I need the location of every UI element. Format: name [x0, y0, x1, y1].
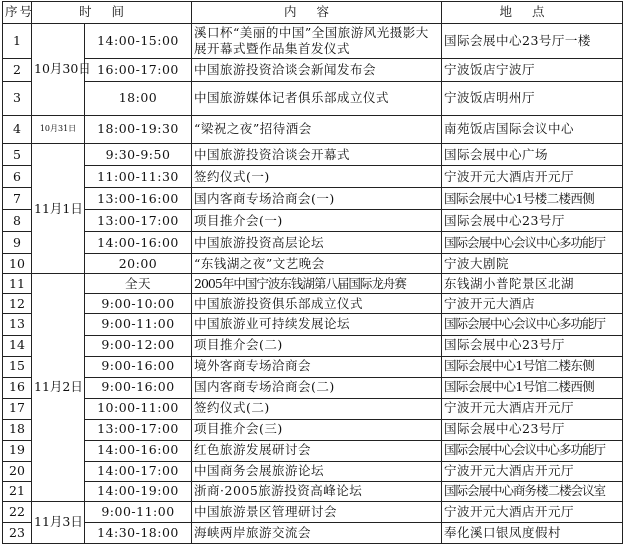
table-row	[3, 461, 623, 481]
venue-cell: 国际会展中心会议中心多功能厅	[442, 440, 623, 461]
time-cell: 13:00-16:00	[85, 188, 192, 210]
row-number: 8	[3, 210, 32, 232]
row-number: 14	[3, 335, 32, 356]
venue-cell: 宁波饭店宁波厅	[442, 59, 623, 82]
content-cell: 中国旅游媒体记者俱乐部成立仪式	[192, 82, 442, 116]
venue-cell: 国际会展中心商务楼二楼会议室	[442, 481, 623, 501]
venue-cell: 国际会展中心会议中心多功能厅	[442, 314, 623, 335]
time-cell: 13:00-17:00	[85, 210, 192, 232]
table-row	[3, 144, 623, 166]
table-row	[3, 274, 623, 294]
table-row	[3, 82, 623, 116]
row-number: 19	[3, 440, 32, 461]
table-row	[3, 440, 623, 461]
content-cell: 溪口杯“美丽的中国”全国旅游风光摄影大展开幕式暨作品集首发仪式	[192, 24, 442, 59]
row-number: 15	[3, 356, 32, 377]
header-no: 序号	[3, 2, 32, 24]
table-row	[3, 210, 623, 232]
time-cell: 9:30-9:50	[85, 144, 192, 166]
content-cell: 中国旅游业可持续发展论坛	[192, 314, 442, 335]
header-row	[3, 2, 623, 24]
table-row	[3, 166, 623, 188]
row-number: 2	[3, 59, 32, 82]
time-cell: 14:00-16:00	[85, 232, 192, 254]
content-cell: 国内客商专场洽商会(一)	[192, 188, 442, 210]
table-row	[3, 522, 623, 543]
venue-cell: 奉化溪口银凤度假村	[442, 522, 623, 543]
time-cell: 9:00-11:00	[85, 314, 192, 335]
row-number: 10	[3, 254, 32, 274]
table-row	[3, 398, 623, 419]
time-cell: 9:00-16:00	[85, 377, 192, 398]
row-number: 6	[3, 166, 32, 188]
time-cell: 14:00-15:00	[85, 24, 192, 59]
header-venue: 地点	[442, 2, 623, 24]
content-cell: 中国旅游投资俱乐部成立仪式	[192, 294, 442, 314]
content-cell: 2005年中国宁波东钱湖第八届国际龙舟赛	[192, 274, 442, 294]
table-row	[3, 501, 623, 522]
content-cell: “东钱湖之夜”文艺晚会	[192, 254, 442, 274]
content-cell: 项目推介会(三)	[192, 419, 442, 440]
row-number: 3	[3, 82, 32, 116]
time-cell: 20:00	[85, 254, 192, 274]
row-number: 13	[3, 314, 32, 335]
venue-cell: 国际会展中心会议中心多功能厅	[442, 232, 623, 254]
table-row	[3, 24, 623, 59]
content-cell: 浙商·2005旅游投资高峰论坛	[192, 481, 442, 501]
venue-cell: 宁波饭店明州厅	[442, 82, 623, 116]
venue-cell: 国际会展中心23号厅	[442, 210, 623, 232]
row-number: 17	[3, 398, 32, 419]
table-row	[3, 419, 623, 440]
date-cell: 10月30日	[32, 24, 85, 116]
venue-cell: 宁波大剧院	[442, 254, 623, 274]
table-row	[3, 188, 623, 210]
time-cell: 18:00	[85, 82, 192, 116]
row-number: 9	[3, 232, 32, 254]
date-cell: 10月31日	[32, 116, 85, 144]
table-row	[3, 481, 623, 501]
time-cell: 14:00-19:00	[85, 481, 192, 501]
row-number: 4	[3, 116, 32, 144]
content-cell: 中国旅游景区管理研讨会	[192, 501, 442, 522]
content-cell: 中国旅游投资高层论坛	[192, 232, 442, 254]
header-time: 时间	[32, 2, 192, 24]
row-number: 18	[3, 419, 32, 440]
row-number: 20	[3, 461, 32, 481]
table-row	[3, 377, 623, 398]
time-cell: 14:00-17:00	[85, 461, 192, 481]
row-number: 16	[3, 377, 32, 398]
row-number: 22	[3, 501, 32, 522]
content-cell: 中国旅游投资洽谈会新闻发布会	[192, 59, 442, 82]
row-number: 12	[3, 294, 32, 314]
content-cell: 红色旅游发展研讨会	[192, 440, 442, 461]
header-content: 内容	[192, 2, 442, 24]
content-cell: “梁祝之夜”招待酒会	[192, 116, 442, 144]
venue-cell: 东钱湖小普陀景区北湖	[442, 274, 623, 294]
content-cell: 国内客商专场洽商会(二)	[192, 377, 442, 398]
date-cell: 11月2日	[32, 274, 85, 501]
row-number: 21	[3, 481, 32, 501]
schedule-table	[2, 1, 623, 544]
time-cell: 9:00-11:00	[85, 501, 192, 522]
venue-cell: 国际会展中心广场	[442, 144, 623, 166]
table-row	[3, 335, 623, 356]
content-cell: 中国旅游投资洽谈会开幕式	[192, 144, 442, 166]
venue-cell: 国际会展中心23号厅	[442, 335, 623, 356]
venue-cell: 国际会展中心1号馆二楼西侧	[442, 377, 623, 398]
time-cell: 18:00-19:30	[85, 116, 192, 144]
time-cell: 14:30-18:00	[85, 522, 192, 543]
table-row	[3, 232, 623, 254]
time-cell: 全天	[85, 274, 192, 294]
row-number: 7	[3, 188, 32, 210]
time-cell: 13:00-17:00	[85, 419, 192, 440]
time-cell: 9:00-10:00	[85, 294, 192, 314]
row-number: 1	[3, 24, 32, 59]
time-cell: 9:00-16:00	[85, 356, 192, 377]
date-cell: 11月1日	[32, 144, 85, 274]
table-row	[3, 356, 623, 377]
time-cell: 10:00-11:00	[85, 398, 192, 419]
row-number: 23	[3, 522, 32, 543]
content-cell: 海峡两岸旅游交流会	[192, 522, 442, 543]
venue-cell: 国际会展中心1号馆二楼东侧	[442, 356, 623, 377]
table-row	[3, 254, 623, 274]
venue-cell: 国际会展中心23号厅	[442, 419, 623, 440]
time-cell: 16:00-17:00	[85, 59, 192, 82]
content-cell: 项目推介会(一)	[192, 210, 442, 232]
venue-cell: 宁波开元大酒店开元厅	[442, 166, 623, 188]
content-cell: 项目推介会(二)	[192, 335, 442, 356]
row-number: 5	[3, 144, 32, 166]
table-row	[3, 314, 623, 335]
venue-cell: 国际会展中心1号楼二楼西侧	[442, 188, 623, 210]
table-row	[3, 59, 623, 82]
content-cell: 签约仪式(二)	[192, 398, 442, 419]
venue-cell: 宁波开元大酒店	[442, 294, 623, 314]
content-cell: 签约仪式(一)	[192, 166, 442, 188]
content-cell: 中国商务会展旅游论坛	[192, 461, 442, 481]
venue-cell: 宁波开元大酒店开元厅	[442, 461, 623, 481]
venue-cell: 宁波开元大酒店开元厅	[442, 398, 623, 419]
time-cell: 11:00-11:30	[85, 166, 192, 188]
time-cell: 9:00-12:00	[85, 335, 192, 356]
time-cell: 14:00-16:00	[85, 440, 192, 461]
row-number: 11	[3, 274, 32, 294]
venue-cell: 南苑饭店国际会议中心	[442, 116, 623, 144]
venue-cell: 国际会展中心23号厅一楼	[442, 24, 623, 59]
venue-cell: 宁波开元大酒店开元厅	[442, 501, 623, 522]
date-cell: 11月3日	[32, 501, 85, 543]
table-row	[3, 116, 623, 144]
content-cell: 境外客商专场洽商会	[192, 356, 442, 377]
table-row	[3, 294, 623, 314]
